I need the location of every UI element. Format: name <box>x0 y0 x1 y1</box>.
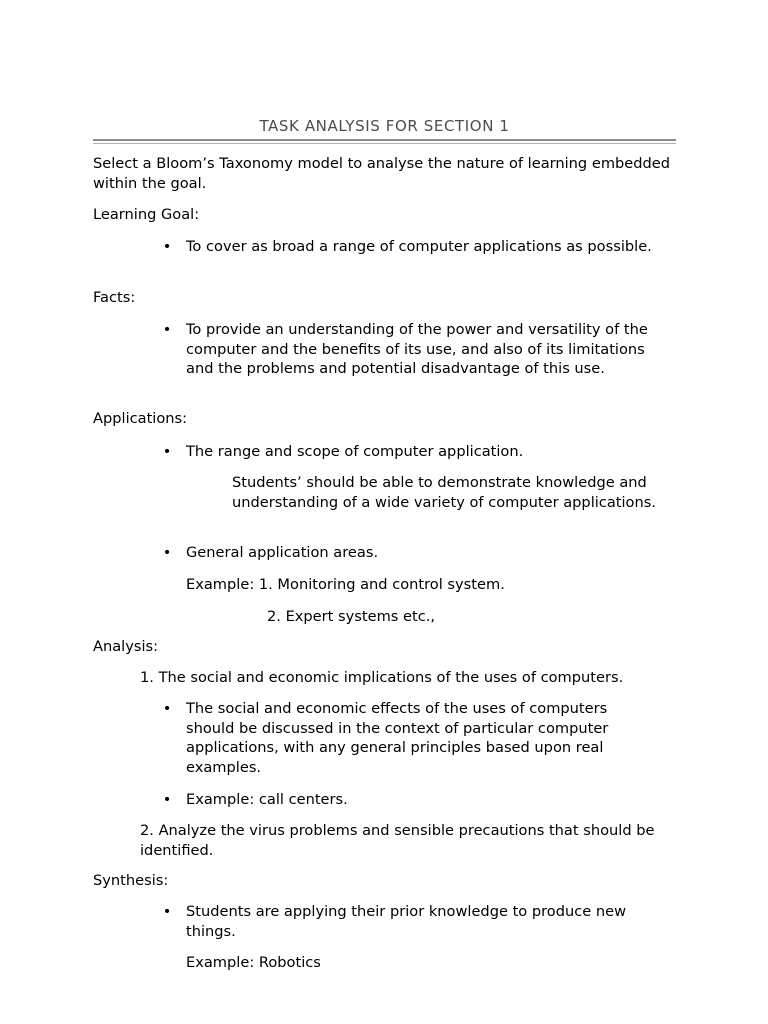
bullet-marker: • <box>162 700 172 717</box>
facts-bullet: To provide an understanding of the power and versatility of the computer and the benefits of its use, and also of its limitations and the problems and potential disadvantage of this use. <box>186 321 648 377</box>
applications-sub-paragraph: Students’ should be able to demonstrate knowledge and understanding of a wide variety of computer applications. <box>232 474 656 511</box>
analysis-heading: Analysis: <box>93 638 159 655</box>
applications-example-line-1: Example: 1. Monitoring and control system. <box>186 576 505 593</box>
synthesis-example: Example: Robotics <box>186 954 321 971</box>
applications-bullet-1: The range and scope of computer application. <box>186 443 524 460</box>
title-rule-thick <box>93 139 676 141</box>
analysis-item-2: 2. Analyze the virus problems and sensible precautions that should be identified. <box>140 822 655 859</box>
analysis-item-1: 1. The social and economic implications of the uses of computers. <box>140 669 624 686</box>
applications-bullet-2: General application areas. <box>186 544 379 561</box>
analysis-bullet-1: The social and economic effects of the uses of computers should be discussed in the context of particular computer applications, with any general principles based upon real examples. <box>186 700 609 776</box>
page-title: TASK ANALYSIS FOR SECTION 1 <box>259 117 510 135</box>
bullet-marker: • <box>162 321 172 338</box>
synthesis-bullet-1: Students are applying their prior knowledge to produce new things. <box>186 903 627 940</box>
bullet-marker: • <box>162 443 172 460</box>
intro-paragraph: Select a Bloom’s Taxonomy model to analyse the nature of learning embedded within the goal. <box>93 155 671 192</box>
synthesis-heading: Synthesis: <box>93 872 169 889</box>
learning-goal-bullet: To cover as broad a range of computer applications as possible. <box>186 238 652 255</box>
learning-goal-heading: Learning Goal: <box>93 206 200 223</box>
title-rule-thin <box>93 143 676 144</box>
applications-heading: Applications: <box>93 410 188 427</box>
analysis-bullet-2: Example: call centers. <box>186 791 348 808</box>
applications-example-line-2: 2. Expert systems etc., <box>267 608 436 625</box>
bullet-marker: • <box>162 791 172 808</box>
facts-heading: Facts: <box>93 289 136 306</box>
bullet-marker: • <box>162 903 172 920</box>
bullet-marker: • <box>162 544 172 561</box>
bullet-marker: • <box>162 238 172 255</box>
